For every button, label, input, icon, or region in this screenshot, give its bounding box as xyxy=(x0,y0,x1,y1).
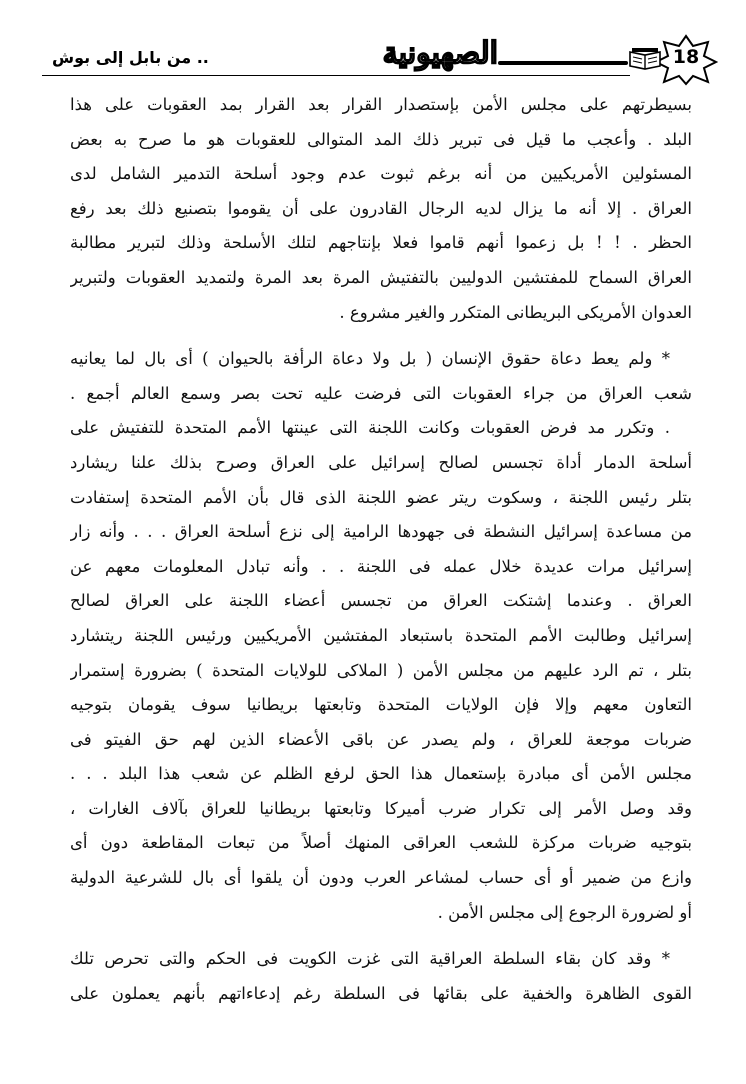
page-header xyxy=(28,30,718,92)
text-line: العدوان الأمريكى البريطانى المتكرر والغير مشروع . xyxy=(339,302,692,322)
text-line: * ولم يعط دعاة حقوق الإنسان ( بل ولا دعاة الرأفة بالحيوان ) أى بال لما يعانيه xyxy=(70,349,670,369)
paragraph xyxy=(70,88,692,330)
header-rule xyxy=(498,61,628,65)
text-line: المسئولين الأمريكيين من أنه برغم ثبوت عدم وجود أسلحة التدمير الشامل لدى xyxy=(70,164,692,184)
text-line: العراق . إلا أنه ما يزال لديه الرجال القادرون على أن يقوموا بتصنيع ذلك بعد رفع xyxy=(70,198,692,218)
text-line: شعب العراق من جراء العقوبات التى فرضت عليه تحت بصر وسمع العالم أجمع . xyxy=(70,383,692,403)
text-line: أو لضرورة الرجوع إلى مجلس الأمن . xyxy=(437,902,692,922)
header-divider xyxy=(42,75,630,76)
text-line: القوى الظاهرة والخفية على بقائها فى السلطة رغم إدعاءاتهم بأنهم يعملون على xyxy=(70,983,692,1003)
text-line: بسيطرتهم على مجلس الأمن بإستصدار القرار بعد القرار بمد العقوبات على هذا xyxy=(70,95,692,114)
page-number-badge xyxy=(654,34,718,86)
paragraph-gap xyxy=(70,330,692,342)
text-line: إسرائيل مرات عديدة خلال عمله فى اللجنة . . وأنه تبادل المعلومات معهم عن xyxy=(70,556,692,576)
paragraph-gap xyxy=(70,930,692,942)
text-line: بتلر ، تم الرد عليهم من مجلس الأمن ( الملاكى للولايات المتحدة ) بضرورة إستمرار xyxy=(70,660,692,680)
book-subtitle: .. من بابل إلى بوش xyxy=(52,48,209,67)
text-line: وقد وصل الأمر إلى تكرار ضرب أميركا وتابعتها بريطانيا للعراق بآلاف الغارات ، xyxy=(70,798,692,818)
text-line: مجلس الأمن أى مبادرة بإستعمال هذا الحق لرفع الظلم عن شعب هذا البلد . . . xyxy=(70,764,692,784)
body-text xyxy=(70,88,692,1011)
page-number: 18 xyxy=(672,46,700,68)
text-line: العراق . وعندما إشتكت العراق من تجسس أعضاء اللجنة على العراق لصالح xyxy=(70,591,692,611)
text-line: بتوجيه ضربات مركزة للشعب العراقى المنهك أصلاً من تبعات المقاطعة دون أى xyxy=(70,833,692,853)
text-line: إسرائيل وطالبت الأمم المتحدة باستبعاد المفتشين الأمريكيين ورئيس اللجنة ريتشارد xyxy=(70,625,692,645)
text-line: البلد . وأعجب ما قيل فى تبرير ذلك المد المتوالى للعقوبات هو ما صرح به بعض xyxy=(70,129,692,149)
text-line: من مساعدة إسرائيل النشطة فى جهودها الرامية إلى نزع أسلحة العراق . . . وأنه زار xyxy=(70,522,692,542)
text-line: . وتكرر مد فرض العقوبات وكانت اللجنة التى عينتها الأمم المتحدة للتفتيش على xyxy=(70,418,670,438)
text-line: بتلر رئيس اللجنة ، وسكوت ريتر عضو اللجنة الذى قال بأن الأمم المتحدة إستفادت xyxy=(70,487,692,507)
text-line: أسلحة الدمار أداة تجسس لصالح إسرائيل على العراق وصرح بذلك علنا ريشارد xyxy=(70,452,692,472)
open-book-icon xyxy=(628,46,662,70)
text-line: وازع من ضمير أو أى حساب لمشاعر العرب ودون أن يلقوا أى بال للشرعية الدولية xyxy=(70,868,692,888)
book-title: الصهيونية xyxy=(382,36,498,71)
text-line: التعاون معهم وإلا فإن الولايات المتحدة وتابعتها بريطانيا سوف يقومان بتوجيه xyxy=(70,695,692,715)
text-line: الحظر . ! ! بل زعموا أنهم قاموا فعلا بإنتاجهم لتلك الأسلحة وذلك لتبرير مطالبة xyxy=(70,233,692,253)
paragraph xyxy=(70,342,692,930)
text-line: العراق السماح للمفتشين الدوليين بالتفتيش المرة بعد المرة ولتمديد العقوبات ولتبرير xyxy=(70,267,692,287)
paragraph xyxy=(70,942,692,1011)
text-line: ضربات موجعة للعراق ، ولم يصدر عن باقى الأعضاء الذين لهم حق الفيتو فى xyxy=(70,729,692,749)
text-line: * وقد كان بقاء السلطة العراقية التى غزت الكويت فى الحكم والتى تحرص تلك xyxy=(70,949,670,969)
